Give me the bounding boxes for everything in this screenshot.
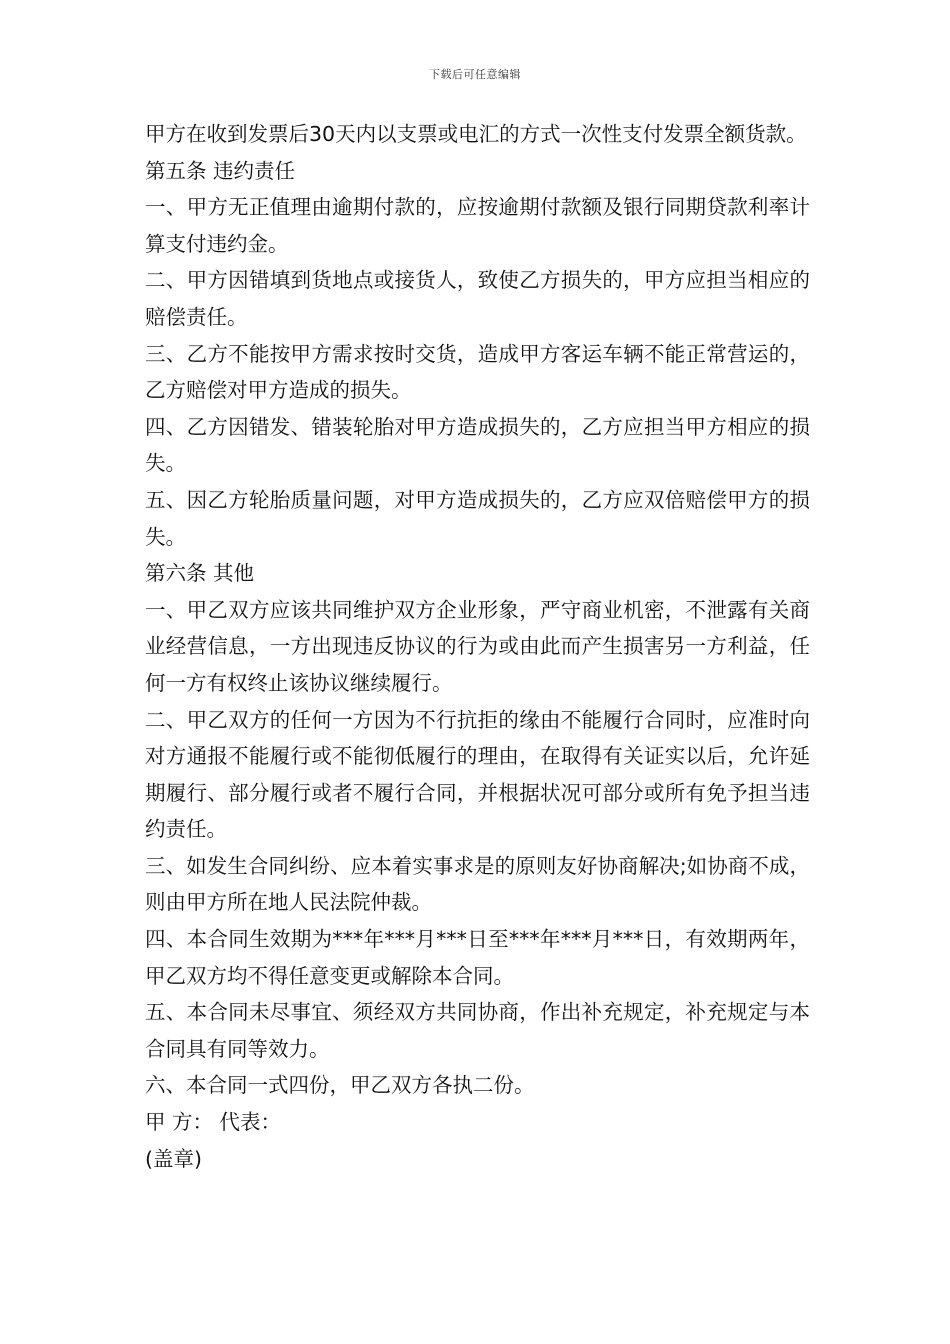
clause-6-3: 三、如发生合同纠纷、应本着实事求是的原则友好协商解决;如协商不成，则由甲方所在地人民法院仲裁。: [145, 853, 810, 915]
clause-6-4: 四、本合同生效期为***年***月***日至***年***月***日，有效期两年，甲乙双方均不得任意变更或解除本合同。: [145, 927, 810, 988]
clause-6-1: 一、甲乙双方应该共同维护双方企业形象，严守商业机密，不泄露有关商业经营信息，一方出现违反协议的行为或由此而产生损害另一方利益，任何一方有权终止该协议继续履行。: [145, 597, 810, 695]
clause-6-5: 五、本合同未尽事宜、须经双方共同协商，作出补充规定，补充规定与本合同具有同等效力。: [145, 1000, 810, 1061]
clause-5-3: 三、乙方不能按甲方需求按时交货，造成甲方客运车辆不能正常营运的，乙方赔偿对甲方造成的损失。: [145, 341, 810, 403]
clause-5-5: 五、因乙方轮胎质量问题，对甲方造成损失的，乙方应双倍赔偿甲方的损失。: [145, 487, 810, 549]
page-header: 下载后可任意编辑: [429, 68, 521, 81]
payment-clause: 甲方在收到发票后30天内以支票或电汇的方式一次性支付发票全额货款。: [145, 122, 807, 146]
clause-5-1: 一、甲方无正值理由逾期付款的，应按逾期付款额及银行同期贷款利率计算支付违约金。: [145, 195, 810, 256]
section-heading-5: 第五条 违约责任: [145, 158, 296, 183]
clause-5-2: 二、甲方因错填到货地点或接货人，致使乙方损失的，甲方应担当相应的赔偿责任。: [145, 268, 810, 329]
seal-line: (盖章): [145, 1146, 202, 1171]
party-a-signature-line: 甲 方： 代表：: [145, 1110, 282, 1135]
contract-body: [145, 116, 810, 1177]
clause-6-2: 二、甲乙双方的任何一方因为不行抗拒的缘由不能履行合同时，应准时向对方通报不能履行或不能彻低履行的理由，在取得有关证实以后，允许延期履行、部分履行或者不履行合同，并根据状况可部分或所有免予担当违约责任。: [145, 707, 810, 842]
section-heading-6: 第六条 其他: [145, 561, 255, 586]
clause-5-4: 四、乙方因错发、错装轮胎对甲方造成损失的，乙方应担当甲方相应的损失。: [145, 414, 810, 476]
clause-6-6: 六、本合同一式四份，甲乙双方各执二份。: [145, 1073, 535, 1098]
